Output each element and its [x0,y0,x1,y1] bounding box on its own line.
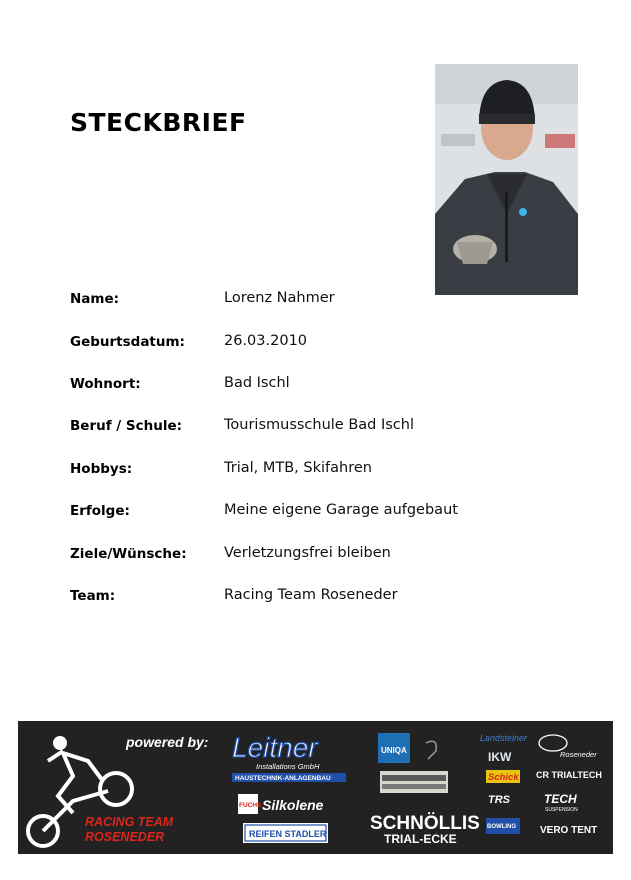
rider-helmet-icon [53,736,67,750]
value-residence: Bad Ischl [224,375,290,391]
sponsor-verotent: VERO TENT [540,825,598,836]
sponsor-ikw: IKW [488,750,512,764]
sponsor-crtrialtech: CR TRIALTECH [536,770,602,780]
sponsor-reifen-stadler: REIFEN STADLER [249,829,327,839]
label-name: Name: [70,291,120,307]
sponsor-uniqa: UNIQA [381,746,407,755]
team-logo-line1: RACING TEAM [85,815,174,829]
sponsor-banner [18,721,613,854]
page-title: STECKBRIEF [70,108,247,137]
sponsor-schick: Schick [488,772,519,783]
value-goals: Verletzungsfrei bleiben [224,545,391,561]
sponsor-fuchs: FUCHS [239,802,262,809]
sponsor-tech-sub: SUSPENSION [545,807,578,813]
sponsor-trial-ecke: TRIAL-ECKE [384,832,457,846]
sponsor-tech: TECH [544,792,577,806]
sponsor-leitner-tag: HAUSTECHNIK-ANLAGENBAU [235,775,331,782]
sponsor-silkolene: Silkolene [262,797,324,813]
label-occupation: Beruf / Schule: [70,418,183,434]
label-hobbies: Hobbys: [70,461,133,477]
value-achievements: Meine eigene Garage aufgebaut [224,502,458,518]
team-logo-line2: ROSENEDER [85,830,165,844]
sponsor-bowling: BOWLING [487,824,516,830]
value-hobbies: Trial, MTB, Skifahren [224,460,372,476]
label-birthdate: Geburtsdatum: [70,334,185,350]
sponsor-leitner: Leitner [232,732,318,763]
sponsor-schnoellis: SCHNÖLLIS [370,813,480,834]
powered-by-label: powered by: [126,734,209,750]
value-team: Racing Team Roseneder [224,587,398,603]
profile-photo [435,64,578,295]
label-achievements: Erfolge: [70,503,130,519]
sponsor-leitner-sub: Installations GmbH [256,762,320,771]
sponsor-landsteiner: Landsteiner [480,733,528,743]
label-goals: Ziele/Wünsche: [70,546,187,562]
value-birthdate: 26.03.2010 [224,333,308,349]
label-residence: Wohnort: [70,376,141,392]
sponsor-roseneder: Roseneder [560,750,597,759]
label-team: Team: [70,588,116,604]
value-name: Lorenz Nahmer [224,290,335,306]
value-occupation: Tourismusschule Bad Ischl [224,417,415,433]
sponsor-trs: TRS [488,794,510,806]
